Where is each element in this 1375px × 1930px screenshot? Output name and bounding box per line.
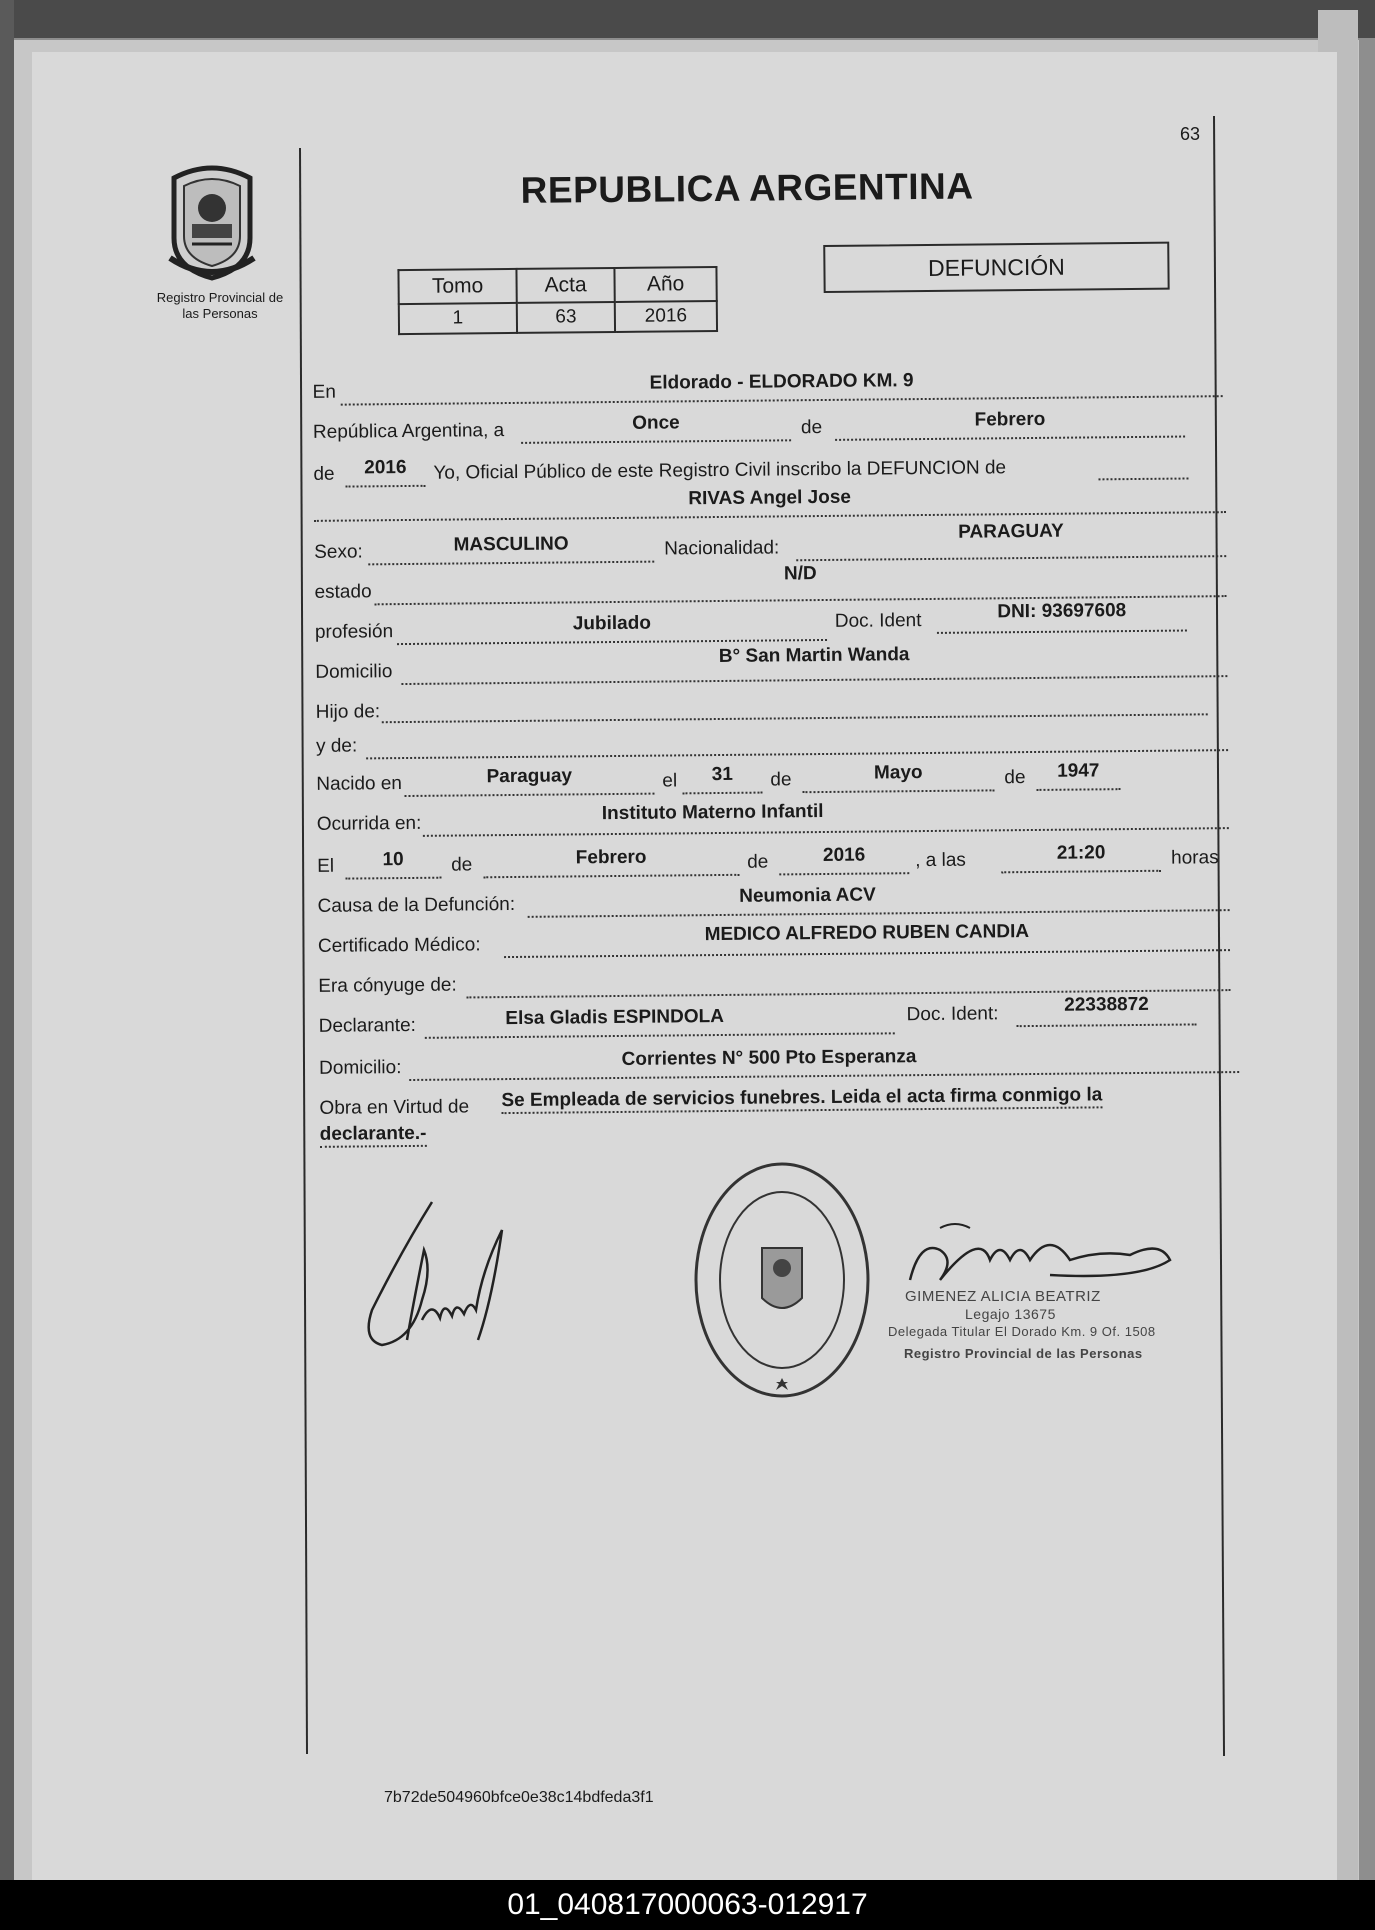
registry-seal-icon — [690, 1158, 875, 1403]
causa-dots — [528, 909, 1230, 918]
scan-left-border — [0, 0, 14, 1880]
official-registro: Registro Provincial de las Personas — [904, 1346, 1143, 1361]
hijo-dots — [382, 713, 1208, 723]
nacido-dia-dots — [682, 792, 762, 795]
doc2-label: Doc. Ident: — [906, 1003, 999, 1026]
record-value-anio: 2016 — [615, 301, 717, 332]
official-legajo: Legajo 13675 — [965, 1306, 1056, 1322]
doc2-value: 22338872 — [1064, 993, 1149, 1016]
oficial-dots — [1098, 477, 1188, 480]
doc-label: Doc. Ident — [834, 610, 922, 632]
profesion-dots — [397, 639, 827, 645]
nacido-mes-dots — [802, 789, 994, 793]
el-label: el — [662, 770, 678, 792]
doc-value: DNI: 93697608 — [997, 600, 1127, 623]
nacido-anio-value: 1947 — [1057, 760, 1100, 782]
certificado-value: MEDICO ALFREDO RUBEN CANDIA — [704, 921, 1030, 946]
sexo-value: MASCULINO — [453, 533, 569, 556]
record-type-box: DEFUNCIÓN — [823, 242, 1169, 293]
conyuge-label: Era cónyuge de: — [318, 974, 457, 997]
estado-label: estado — [314, 581, 372, 603]
nacido-anio-dots — [1036, 788, 1120, 791]
sexo-label: Sexo: — [314, 541, 363, 563]
place-value: Eldorado - ELDORADO KM. 9 — [649, 370, 914, 394]
yde-dots — [366, 749, 1228, 759]
misiones-crest-icon — [162, 158, 262, 283]
domicilio-value: B° San Martin Wanda — [718, 644, 910, 668]
domicilio2-label: Domicilio: — [319, 1057, 402, 1079]
certificate-body — [300, 111, 1231, 1220]
nacido-lugar-value: Paraguay — [486, 765, 573, 788]
year-prefix-label: de — [313, 463, 335, 485]
muerte-anio-value: 2016 — [822, 844, 866, 867]
doc2-dots — [1017, 1023, 1197, 1027]
certificado-dots — [504, 949, 1230, 958]
muerte-hora-dots — [1001, 870, 1161, 874]
domicilio2-dots — [409, 1071, 1239, 1081]
ocurrida-value: Instituto Materno Infantil — [601, 801, 824, 825]
year-value: 2016 — [364, 456, 407, 479]
declarante-label: Declarante: — [318, 1014, 416, 1037]
causa-label: Causa de la Defunción: — [317, 893, 516, 917]
profesion-label: profesión — [314, 621, 394, 643]
nacido-mes-value: Mayo — [873, 762, 923, 784]
muerte-de1-label: de — [451, 854, 473, 876]
alas-label: , a las — [915, 849, 966, 872]
obra-label: Obra en Virtud de — [319, 1096, 470, 1119]
el2-label: El — [317, 855, 335, 877]
registry-label — [140, 290, 300, 322]
hijo-label: Hijo de: — [315, 701, 381, 723]
ocurrida-dots — [423, 827, 1229, 837]
month-dots — [835, 436, 1185, 441]
record-header-anio: Año — [614, 267, 716, 302]
nacionalidad-value: PARAGUAY — [958, 520, 1064, 543]
yde-label: y de: — [315, 735, 358, 757]
en-label: En — [312, 381, 336, 403]
obra-value-line-2: declarante.- — [320, 1123, 427, 1148]
declarant-signature-icon — [352, 1190, 532, 1360]
record-header-tomo: Tomo — [398, 269, 516, 304]
day-word-value: Once — [632, 412, 680, 434]
year-dots — [346, 485, 426, 488]
registry-line-2: las Personas — [182, 306, 258, 321]
nacido-lugar-dots — [404, 793, 654, 797]
certificado-label: Certificado Médico: — [317, 934, 481, 957]
doc-dots — [937, 630, 1187, 634]
muerte-dia-value: 10 — [382, 849, 404, 871]
domicilio2-value: Corrientes N° 500 Pto Esperanza — [621, 1046, 917, 1070]
nacido-label: Nacido en — [316, 773, 403, 795]
oficial-text: Yo, Oficial Público de este Registro Civil inscribo la DEFUNCION de — [433, 457, 1007, 484]
muerte-hora-value: 21:20 — [1056, 842, 1106, 864]
republica-label: República Argentina, a — [312, 420, 505, 443]
official-name: GIMENEZ ALICIA BEATRIZ — [905, 1288, 1101, 1305]
document-hash: 7b72de504960bfce0e38c14bdfeda3f1 — [384, 1789, 654, 1806]
profesion-value: Jubilado — [572, 612, 652, 635]
footer-id-bar: 01_040817000063-012917 — [0, 1880, 1375, 1930]
obra-value-line-1: Se Empleada de servicios funebres. Leida el acta firma conmigo la — [501, 1084, 1102, 1114]
record-value-acta: 63 — [517, 302, 615, 333]
ocurrida-label: Ocurrida en: — [316, 812, 422, 835]
deceased-name: RIVAS Angel Jose — [688, 486, 852, 510]
nacido-dia-value: 31 — [711, 763, 733, 786]
muerte-de2-label: de — [747, 851, 769, 873]
muerte-mes-dots — [483, 874, 739, 878]
nacido-de1-label: de — [770, 769, 792, 791]
month-value: Febrero — [974, 408, 1046, 431]
muerte-anio-dots — [779, 872, 909, 875]
record-table — [397, 266, 718, 335]
estado-value: N/D — [783, 563, 817, 585]
de-label: de — [800, 417, 823, 439]
domicilio-dots — [401, 675, 1227, 685]
declarante-dots — [425, 1032, 895, 1039]
record-value-tomo: 1 — [399, 303, 517, 334]
horas-label: horas — [1171, 847, 1219, 869]
muerte-mes-value: Febrero — [575, 846, 647, 869]
en-dots — [341, 395, 1223, 405]
page-number: 63 — [1180, 124, 1201, 144]
day-dots — [521, 439, 791, 444]
declarante-value: Elsa Gladis ESPINDOLA — [505, 1005, 725, 1030]
registry-line-1: Registro Provincial de — [156, 290, 284, 305]
scan-top-border — [0, 0, 1375, 38]
page-title: REPUBLICA ARGENTINA — [520, 165, 974, 211]
muerte-dia-dots — [345, 877, 441, 880]
record-header-acta: Acta — [516, 268, 614, 303]
domicilio-label: Domicilio — [315, 661, 393, 683]
official-cargo: Delegada Titular El Dorado Km. 9 Of. 1508 — [888, 1324, 1156, 1339]
nacionalidad-label: Nacionalidad: — [664, 537, 780, 560]
causa-value: Neumonia ACV — [739, 884, 876, 907]
nacido-de2-label: de — [1004, 767, 1026, 789]
